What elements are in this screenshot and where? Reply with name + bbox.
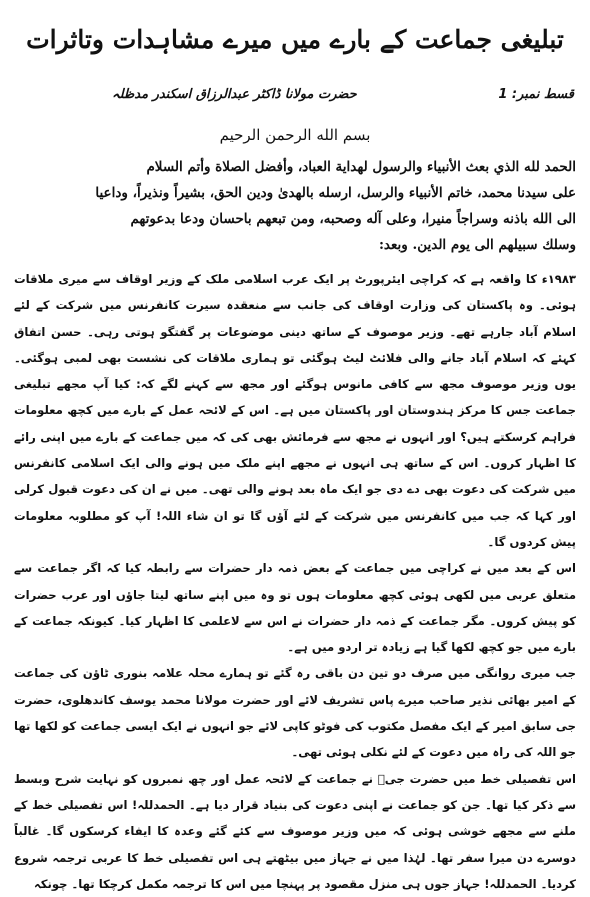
body-paragraph: اس تفصیلی خط میں حضرت جیؒ نے جماعت کے لائحہ عمل اور چھ نمبروں کو نہایت شرح وبسط سے ذکر کیا تھا۔ جن کو جماعت نے اپنی دعوت کی بنیاد قرار دیا ہے۔ الحمدللہ! اس تفصیلی خط کے ملنے سے مجھے خوشی ہوئی کہ میں وزیر موصوف سے کئے گئے وعدہ کا ایفاء کرسکوں گا۔ غالباً دوسرے دن میرا سفر تھا۔ لہٰذا میں نے جہاز میں بیٹھتے ہی اس تفصیلی خط کا عربی ترجمہ شروع کردیا۔ الحمدللہ! جہاز جوں ہی منزل مقصود پر پہنچا میں اس کا ترجمہ مکمل کرچکا تھا۔ چونکہ (14, 771, 576, 891)
author-name: حضرت مولانا ڈاکٹر عبدالرزاق اسکندر مدظلہ (112, 87, 357, 102)
arabic-line: الحمد لله الذي بعث الأنبياء والرسول لهداية العباد، وأفضل الصلاة وأتم السلام (146, 159, 576, 175)
article-meta (16, 87, 574, 107)
arabic-line: الى الله باذنه وسراجاً منيرا، وعلى آله وصحبه، ومن تبعهم باحسان ودعا بدعوتهم (130, 211, 576, 227)
series-label: قسط نمبر: 1 (498, 87, 574, 102)
arabic-intro (14, 154, 576, 258)
arabic-line: على سيدنا محمد، خاتم الأنبياء والرسل، ارسله بالهدىٰ ودين الحق، بشيراً ونذيراً، وداعيا (95, 185, 576, 201)
arabic-line: وسلك سبيلهم الى يوم الدين. وبعد: (378, 237, 576, 253)
body-paragraph: ۱۹۸۳ء کا واقعہ ہے کہ کراچی ایئرپورٹ پر ایک عرب اسلامی ملک کے وزیر اوقاف سے میری ملاقات ہوئی۔ وہ پاکستان کی وزارت اوقاف کی جانب سے منعقدہ سیرت کانفرنس میں شرکت کے لئے اسلام آباد جارہے تھے۔ وزیر موصوف کے ساتھ دینی موضوعات پر گفتگو ہوتی رہی۔ حسن اتفاق کہئے کہ اسلام آباد جانے والی فلائٹ لیٹ ہوگئی تو ہماری ملاقات کی نشست بھی لمبی ہوگئی۔ یوں وزیر موصوف مجھ سے کافی مانوس ہوگئے اور مجھ سے کہنے لگے کہ: کیا آپ مجھے تبلیغی جماعت جس کا مرکز ہندوستان اور پاکستان میں ہے۔ اس کے لائحہ عمل کے بارے میں کچھ معلومات فراہم کرسکتے ہیں؟ اور انہوں نے مجھ سے فرمائش بھی کی کہ میں جماعت کے بارے میں اپنی رائے کا اظہار کروں۔ اس کے ساتھ ہی انہوں نے مجھے اپنے ملک میں ہونے والی ایک اسلامی کانفرنس میں شرکت کی دعوت بھی دے دی جو ایک ماہ بعد ہونے والی تھی۔ میں نے ان کی دعوت قبول کرلی اور کہا کہ جب میں کانفرنس میں شرکت کے لئے آؤں گا تو ان شاء اللہ! آپ کو مطلوبہ معلومات پیش کردوں گا۔ (14, 272, 576, 549)
article-body (14, 266, 576, 897)
body-paragraph: اس کے بعد میں نے کراچی میں جماعت کے بعض ذمہ دار حضرات سے رابطہ کیا کہ اگر جماعت سے متعلق عربی میں لکھی ہوئی کچھ معلومات ہوں تو وہ میں اپنے ساتھ لیتا جاؤں اور عرب حضرات کو پیش کروں۔ مگر جماعت کے ذمہ دار حضرات نے اس سے لاعلمی کا اظہار کیا۔ کیونکہ جماعت کے بارے میں جو کچھ لکھا گیا ہے زیادہ تر اردو میں ہے۔ (14, 561, 576, 655)
bismillah: بسم الله الرحمن الرحيم (219, 126, 371, 144)
body-paragraph: جب میری روانگی میں صرف دو تین دن باقی رہ گئے تو ہمارے محلہ علامہ بنوری ٹاؤن کی جماعت کے امیر بھائی نذیر صاحب میرے پاس تشریف لائے اور حضرت مولانا محمد یوسف کاندھلوی، حضرت جی سابق امیر کے ایک مفصل مکتوب کی فوٹو کاپی لائے جو انہوں نے ایک ایسی جماعت کو لکھا تھا جو اللہ کی راہ میں دعوت کے لئے نکلی ہوئی تھی۔ (14, 666, 576, 760)
article-title: تبلیغی جماعت کے بارے میں میرے مشاہدات وتاثرات (26, 25, 564, 54)
